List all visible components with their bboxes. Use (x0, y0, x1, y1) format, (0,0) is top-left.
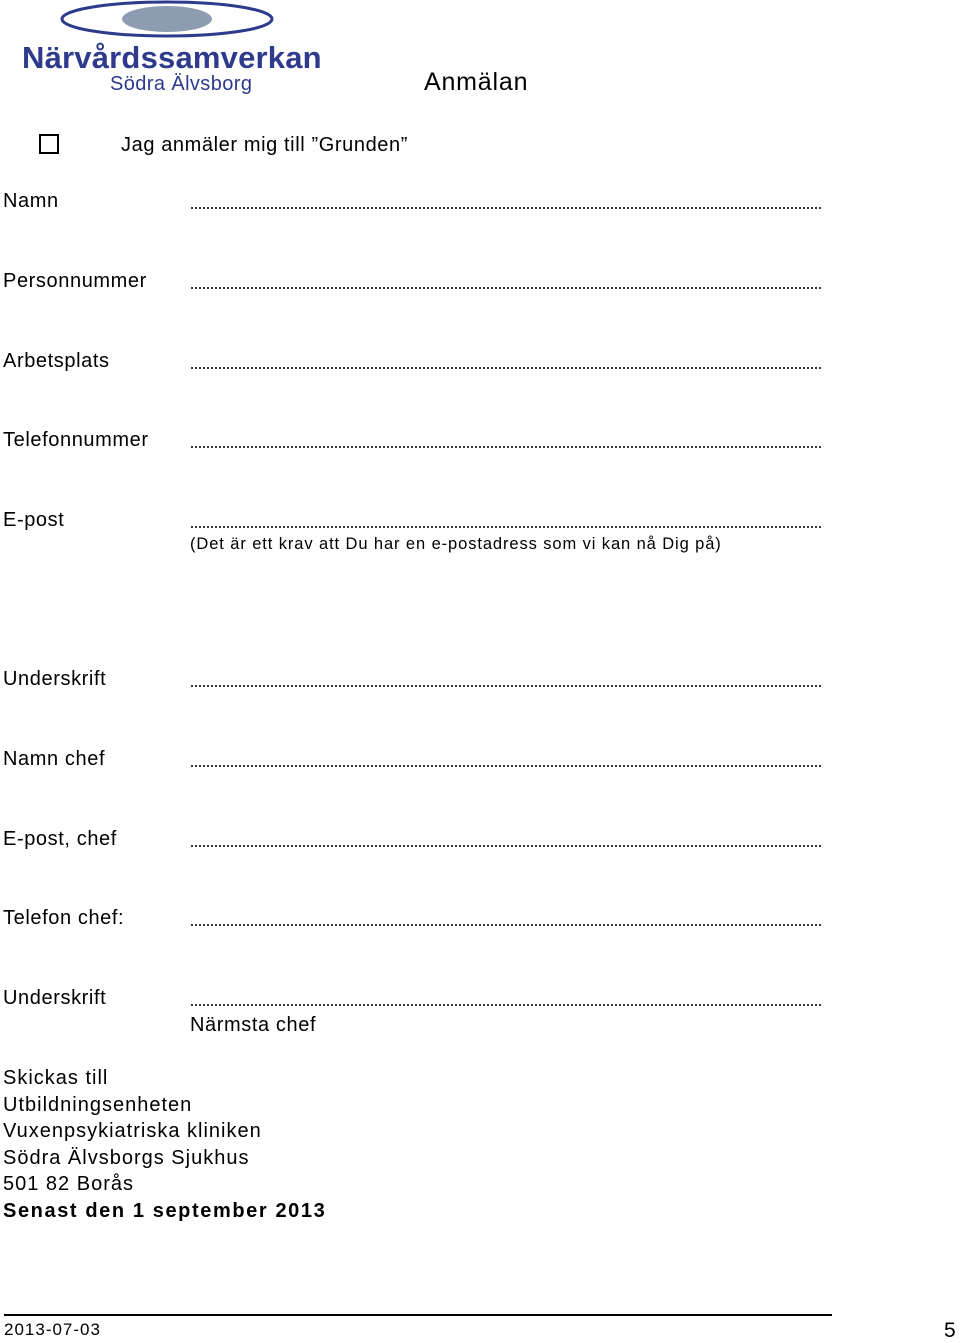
manager-email-fill-line[interactable] (190, 845, 822, 847)
field-label-personal-number: Personnummer (3, 270, 147, 292)
personal-number-fill-line[interactable] (190, 287, 822, 289)
email-fill-line[interactable] (190, 526, 822, 528)
register-checkbox-label: Jag anmäler mig till ”Grunden” (121, 134, 408, 156)
manager-phone-fill-line[interactable] (190, 924, 822, 926)
workplace-fill-line[interactable] (190, 367, 822, 369)
deadline: Senast den 1 september 2013 (3, 1200, 327, 1222)
page-title: Anmälan (424, 68, 529, 96)
phone-fill-line[interactable] (190, 446, 822, 448)
logo-title: Närvårdssamverkan (22, 40, 322, 75)
send-to-heading: Skickas till (3, 1067, 109, 1089)
address-line: Vuxenpsykiatriska kliniken (3, 1120, 262, 1142)
field-label-email: E-post (3, 509, 65, 531)
field-label-manager-name: Namn chef (3, 748, 106, 770)
page-number: 5 (944, 1319, 957, 1342)
field-label-name: Namn (3, 190, 59, 212)
signature-fill-line[interactable] (190, 685, 822, 687)
logo-ellipse-icon (22, 0, 312, 42)
manager-name-fill-line[interactable] (190, 765, 822, 767)
field-label-manager-email: E-post, chef (3, 828, 117, 850)
address-line: Södra Älvsborgs Sjukhus (3, 1147, 250, 1169)
footer-divider (4, 1314, 832, 1316)
address-line: 501 82 Borås (3, 1173, 134, 1195)
manager-signature-caption: Närmsta chef (190, 1014, 317, 1036)
register-checkbox[interactable] (39, 134, 59, 154)
field-label-phone: Telefonnummer (3, 429, 149, 451)
field-label-manager-phone: Telefon chef: (3, 907, 125, 929)
field-label-signature: Underskrift (3, 668, 107, 690)
manager-signature-fill-line[interactable] (190, 1004, 822, 1006)
footer-date: 2013-07-03 (4, 1320, 101, 1339)
field-label-manager-signature: Underskrift (3, 987, 107, 1009)
logo-subtitle: Södra Älvsborg (110, 73, 253, 95)
field-label-workplace: Arbetsplats (3, 350, 110, 372)
address-line: Utbildningsenheten (3, 1094, 193, 1116)
name-fill-line[interactable] (190, 207, 822, 209)
email-requirement-note: (Det är ett krav att Du har en e-postadress som vi kan nå Dig på) (190, 535, 722, 553)
